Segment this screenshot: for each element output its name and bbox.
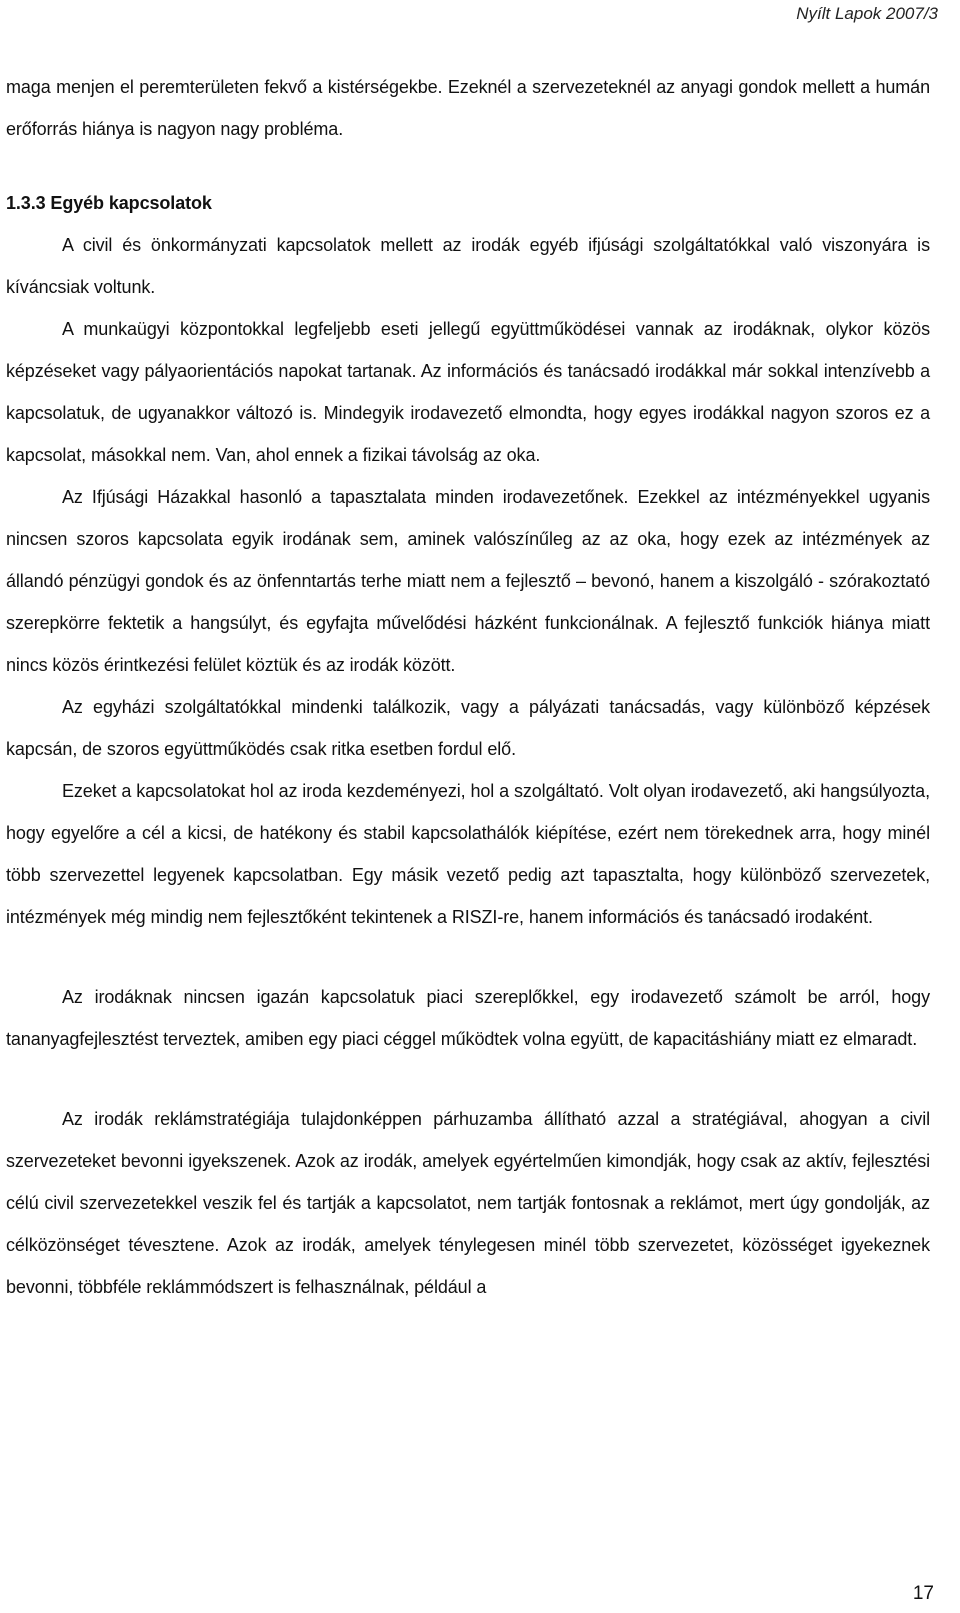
page-number: 17	[912, 1583, 934, 1604]
paragraph: Az egyházi szolgáltatókkal mindenki találkozik, vagy a pályázati tanácsadás, vagy különböző képzések kapcsán, de szoros együttműködés csak ritka esetben fordul elő.	[6, 697, 930, 759]
paragraph: Az Ifjúsági Házakkal hasonló a tapasztalata minden irodavezetőnek. Ezekkel az intézményekkel ugyanis nincsen szoros kapcsolata egyik irodának sem, aminek valószínűleg az az oka, hogy ezek az intézmények az állandó pénzügyi gondok és az önfenntartás terhe miatt nem a fejlesztő – bevonó, hanem a kiszolgáló - szórakoztató szerepkörre fektetik a hangsúlyt, és egyfajta művelődési házként funkcionálnak. A fejlesztő funkciók hiánya miatt nincs közös érintkezési felület köztük és az irodák között.	[6, 487, 930, 675]
paragraph: Az irodáknak nincsen igazán kapcsolatuk piaci szereplőkkel, egy irodavezető számolt be arról, hogy tananyagfejlesztést terveztek, amiben egy piaci céggel működtek volna együtt, de kapacitáshiány miatt ez elmaradt.	[6, 987, 930, 1049]
paragraph: Az irodák reklámstratégiája tulajdonképpen párhuzamba állítható azzal a stratégiával, ahogyan a civil szervezeteket bevonni igyekszenek. Azok az irodák, amelyek egyértelműen kimondják, hogy csak az aktív, fejlesztési célú civil szervezetekkel veszik fel és tartják a kapcsolatot, nem tartják fontosnak a reklámot, mert úgy gondolják, az célközönséget tévesztene. Azok az irodák, amelyek ténylegesen minél több szervezetet, közösséget igyekeznek bevonni, többféle reklámmódszert is felhasználnak, például a	[6, 1109, 930, 1297]
paragraph: Ezeket a kapcsolatokat hol az iroda kezdeményezi, hol a szolgáltató. Volt olyan irodavezető, aki hangsúlyozta, hogy egyelőre a cél a kicsi, de hatékony és stabil kapcsolathálók kiépítése, ezért nem törekednek arra, hogy minél több szervezettel legyenek kapcsolatban. Egy másik vezető pedig azt tapasztalta, hogy különböző szervezetek, intézmények még mindig nem fejlesztőként tekintenek a RISZI-re, hanem információs és tanácsadó irodaként.	[6, 781, 930, 927]
section-heading: 1.3.3 Egyéb kapcsolatok	[6, 193, 212, 213]
document-body	[6, 66, 930, 1308]
paragraph: A civil és önkormányzati kapcsolatok mellett az irodák egyéb ifjúsági szolgáltatókkal való viszonyára is kíváncsiak voltunk.	[6, 235, 930, 297]
paragraph: A munkaügyi központokkal legfeljebb eseti jellegű együttműködései vannak az irodáknak, olykor közös képzéseket vagy pályaorientációs napokat tartanak. Az információs és tanácsadó irodákkal már sokkal intenzívebb a kapcsolatuk, de ugyanakkor változó is. Mindegyik irodavezető elmondta, hogy egyes irodákkal nagyon szoros ez a kapcsolat, másokkal nem. Van, ahol ennek a fizikai távolság az oka.	[6, 319, 930, 465]
paragraph-continued: maga menjen el peremterületen fekvő a kistérségekbe. Ezeknél a szervezeteknél az anyagi gondok mellett a humán erőforrás hiánya is nagyon nagy probléma.	[6, 77, 930, 139]
running-header: Nyílt Lapok 2007/3	[796, 4, 938, 23]
